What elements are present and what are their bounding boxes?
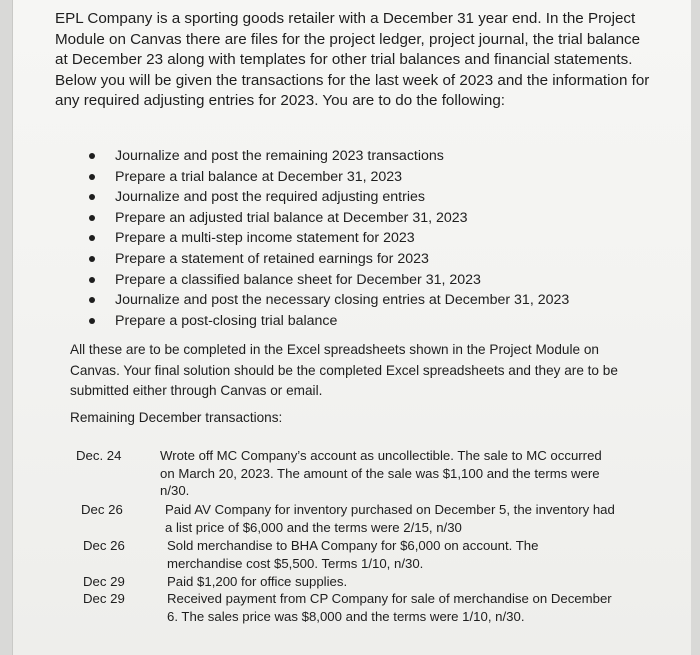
transaction-description: Paid AV Company for inventory purchased on December 5, the inventory had a list price of $6,000 and the terms were 2/15, n/30 xyxy=(165,502,615,535)
transaction-date: Dec 29 xyxy=(83,574,125,589)
transaction-description: Sold merchandise to BHA Company for $6,000 on account. The merchandise cost $5,500. Terms 1/10, n/30. xyxy=(167,538,539,571)
task-item: Prepare an adjusted trial balance at December 31, 2023 xyxy=(87,208,647,229)
task-item: Prepare a classified balance sheet for December 31, 2023 xyxy=(87,270,647,291)
document-page xyxy=(12,0,691,655)
task-list xyxy=(87,146,647,331)
transaction-description: Paid $1,200 for office supplies. xyxy=(167,574,348,589)
task-item: Journalize and post the required adjusting entries xyxy=(87,187,647,208)
task-item: Prepare a post-closing trial balance xyxy=(87,311,647,332)
submission-note: All these are to be completed in the Excel spreadsheets shown in the Project Module on Canvas. Your final solution should be the completed Excel spreadsheets and they are to be submitted either through Canvas or email. xyxy=(70,342,618,399)
task-item: Prepare a trial balance at December 31, 2023 xyxy=(87,167,647,188)
task-item: Journalize and post the necessary closing entries at December 31, 2023 xyxy=(87,290,647,311)
intro-paragraph: EPL Company is a sporting goods retailer with a December 31 year end. In the Project Module on Canvas there are files for the project ledger, project journal, the trial balance at December 23 along with templates for other trial balances and financial statements. Below you will be given the transactions for the last week of 2023 and the information for any required adjusting entries for 2023. You are to do the following: xyxy=(55,10,650,110)
task-item: Prepare a multi-step income statement for 2023 xyxy=(87,228,647,249)
remaining-heading: Remaining December transactions: xyxy=(70,410,283,425)
transaction-date: Dec 26 xyxy=(83,538,125,553)
transaction-description: Wrote off MC Company’s account as uncollectible. The sale to MC occurred on March 20, 2023. The amount of the sale was $1,100 and the terms were n/30. xyxy=(160,448,602,499)
transaction-date: Dec 29 xyxy=(83,591,125,606)
task-item: Journalize and post the remaining 2023 transactions xyxy=(87,146,647,167)
transaction-date: Dec 26 xyxy=(81,502,123,517)
task-item: Prepare a statement of retained earnings for 2023 xyxy=(87,249,647,270)
transaction-description: Received payment from CP Company for sale of merchandise on December 6. The sales price was $8,000 and the terms were 1/10, n/30. xyxy=(167,591,612,624)
transaction-date: Dec. 24 xyxy=(76,448,122,463)
